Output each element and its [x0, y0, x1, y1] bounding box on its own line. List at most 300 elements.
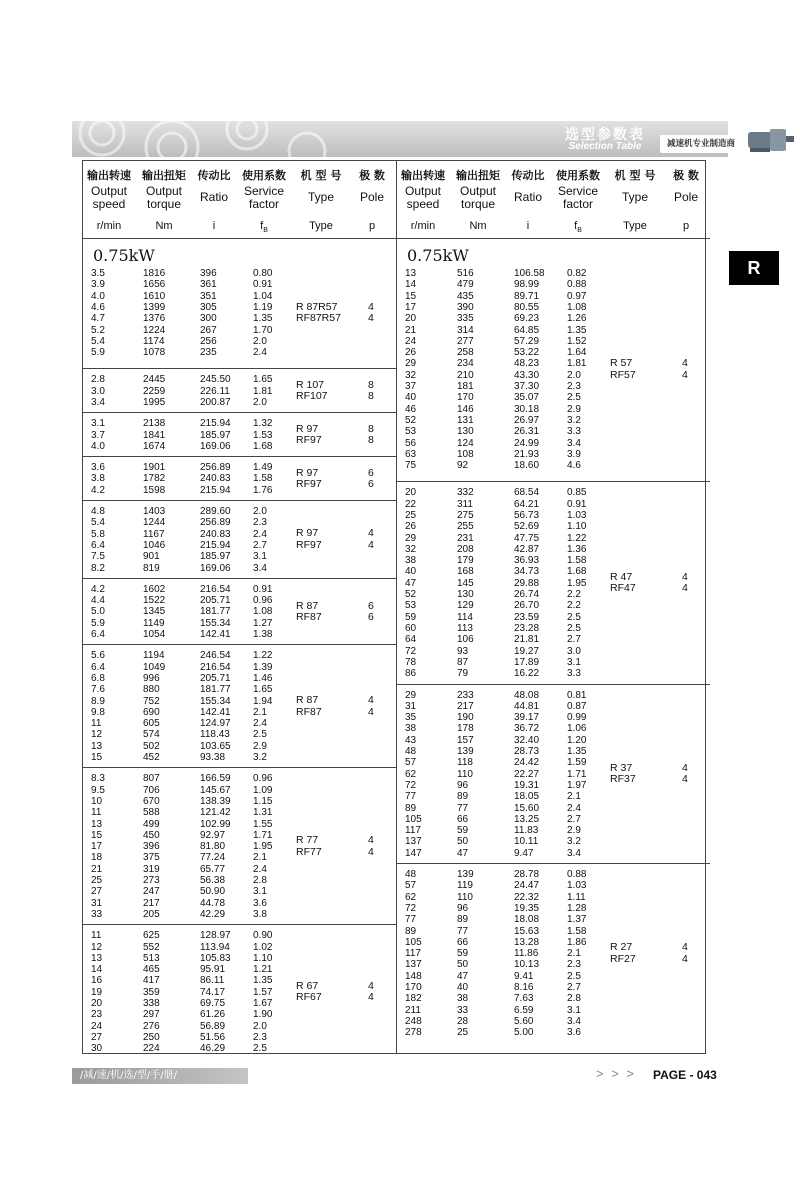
- torque-cell: 1674: [143, 440, 166, 452]
- speed-cell: 13: [91, 818, 103, 830]
- column-unit-subscript: B: [577, 227, 582, 235]
- service-factor-cell: 1.81: [253, 385, 273, 397]
- speed-cell: 15: [91, 752, 103, 764]
- table-row: [397, 869, 710, 880]
- table-row: [83, 807, 396, 818]
- ratio-cell: 26.97: [514, 414, 540, 426]
- speed-cell: 5.4: [91, 335, 105, 347]
- table-row: [83, 279, 396, 290]
- torque-cell: 92: [457, 460, 469, 472]
- table-row: [83, 841, 396, 852]
- service-factor-cell: 0.97: [567, 290, 587, 302]
- table-row: [397, 336, 710, 347]
- ratio-cell: 50.90: [200, 886, 226, 898]
- column-header-en-line: Output: [145, 184, 183, 198]
- service-factor-cell: 1.03: [567, 880, 587, 892]
- ratio-cell: 5.60: [514, 1015, 534, 1027]
- ratio-cell: 245.50: [200, 374, 231, 386]
- speed-cell: 15: [91, 829, 103, 841]
- row-group: [83, 268, 396, 368]
- speed-cell: 3.9: [91, 279, 105, 291]
- speed-cell: 5.0: [91, 606, 105, 618]
- service-factor-cell: 3.4: [567, 1015, 581, 1027]
- service-factor-cell: 1.11: [567, 891, 586, 903]
- service-factor-cell: 2.0: [253, 396, 267, 408]
- speed-cell: 26: [405, 347, 417, 359]
- service-factor-cell: 3.6: [567, 1027, 581, 1039]
- service-factor-cell: 1.02: [253, 941, 273, 953]
- pole-value: 4: [368, 705, 374, 718]
- ratio-cell: 86.11: [200, 975, 225, 987]
- table-row: [397, 836, 710, 847]
- torque-cell: 50: [457, 959, 469, 971]
- type-label: RF57: [610, 368, 636, 381]
- speed-cell: 29: [405, 689, 417, 701]
- column-header-en-line: Ratio: [199, 190, 229, 204]
- column-header-en-line: Service: [557, 184, 599, 198]
- table-row: [83, 718, 396, 729]
- service-factor-cell: 1.22: [253, 650, 273, 662]
- service-factor-cell: 1.58: [253, 473, 273, 485]
- speed-cell: 75: [405, 460, 417, 472]
- type-label: R 87: [296, 599, 319, 612]
- type-label: RF87: [296, 611, 322, 624]
- type-label: R 107: [296, 378, 325, 391]
- torque-cell: 250: [143, 1031, 160, 1043]
- service-factor-cell: 1.52: [567, 335, 587, 347]
- column-header-en: [308, 191, 334, 204]
- ratio-cell: 18.05: [514, 791, 540, 803]
- column-header-en: [146, 185, 182, 211]
- service-factor-cell: 3.1: [253, 886, 267, 898]
- torque-cell: 901: [143, 551, 160, 563]
- ratio-cell: 10.13: [514, 959, 540, 971]
- torque-cell: 77: [457, 925, 469, 937]
- speed-cell: 4.6: [91, 301, 105, 313]
- ratio-cell: 22.27: [514, 768, 540, 780]
- service-factor-cell: 2.1: [253, 852, 267, 864]
- service-factor-cell: 2.0: [253, 335, 267, 347]
- speed-cell: 57: [405, 880, 417, 892]
- torque-cell: 139: [457, 746, 474, 757]
- table-row: [397, 510, 710, 521]
- torque-cell: 110: [457, 891, 473, 903]
- table-row: [397, 392, 710, 403]
- speed-cell: 47: [405, 577, 417, 589]
- torque-cell: 588: [143, 807, 160, 819]
- speed-cell: 10: [91, 795, 103, 807]
- ratio-cell: 47.75: [514, 532, 540, 544]
- speed-cell: 182: [405, 993, 422, 1005]
- table-row: [397, 600, 710, 611]
- pole-value: 6: [368, 611, 374, 624]
- ratio-cell: 10.11: [514, 836, 539, 848]
- table-row: [83, 898, 396, 909]
- service-factor-cell: 2.1: [567, 948, 581, 960]
- service-factor-cell: 1.58: [567, 925, 587, 937]
- torque-cell: 25: [457, 1027, 469, 1039]
- torque-cell: 47: [457, 970, 469, 982]
- ratio-cell: 256.89: [200, 462, 231, 474]
- table-row: [397, 566, 710, 577]
- torque-cell: 1656: [143, 279, 166, 291]
- ratio-cell: 361: [200, 279, 217, 291]
- speed-cell: 12: [91, 729, 103, 741]
- torque-cell: 1782: [143, 473, 166, 485]
- torque-cell: 1345: [143, 606, 166, 618]
- table-row: [397, 279, 710, 290]
- service-factor-cell: 1.10: [567, 521, 587, 533]
- table-row: [397, 325, 710, 336]
- table-row: [83, 347, 396, 358]
- ratio-cell: 69.75: [200, 998, 226, 1010]
- column-header-en-line: Output: [90, 184, 128, 198]
- torque-cell: 450: [143, 829, 160, 841]
- table-row: [397, 1016, 710, 1027]
- torque-cell: 335: [457, 313, 474, 325]
- ratio-cell: 24.47: [514, 880, 540, 892]
- speed-cell: 60: [405, 622, 417, 634]
- table-row: [397, 701, 710, 712]
- table-row: [397, 914, 710, 925]
- table-row: [83, 540, 396, 551]
- service-factor-cell: 0.82: [567, 268, 587, 279]
- torque-cell: 1376: [143, 313, 166, 325]
- torque-cell: 1078: [143, 347, 166, 359]
- table-row: [83, 386, 396, 397]
- ratio-cell: 34.73: [514, 566, 540, 578]
- ratio-cell: 145.67: [200, 784, 231, 796]
- speed-cell: 62: [405, 768, 417, 780]
- ratio-cell: 128.97: [200, 930, 231, 942]
- service-factor-cell: 1.03: [567, 509, 587, 521]
- service-factor-cell: 1.64: [567, 347, 587, 359]
- ratio-cell: 13.25: [514, 813, 540, 825]
- service-factor-cell: 2.0: [253, 506, 267, 518]
- service-factor-cell: 1.04: [253, 290, 273, 302]
- ratio-cell: 46.29: [200, 1043, 226, 1055]
- ratio-cell: 216.54: [200, 661, 231, 673]
- service-factor-cell: 0.81: [567, 689, 587, 701]
- speed-cell: 117: [405, 825, 421, 837]
- speed-cell: 18: [91, 852, 103, 864]
- speed-cell: 5.6: [91, 650, 105, 662]
- row-group: [83, 578, 396, 646]
- pole-value: 4: [368, 979, 374, 992]
- ratio-cell: 56.38: [200, 875, 226, 887]
- speed-cell: 31: [91, 897, 103, 909]
- table-row: [83, 1043, 396, 1054]
- type-label: RF97: [296, 538, 322, 551]
- ratio-cell: 30.18: [514, 403, 540, 415]
- pole-value: 4: [368, 991, 374, 1004]
- speed-cell: 64: [405, 634, 417, 646]
- speed-cell: 35: [405, 712, 417, 724]
- torque-cell: 77: [457, 802, 469, 814]
- service-factor-cell: 1.58: [567, 555, 587, 567]
- torque-cell: 277: [457, 335, 474, 347]
- torque-cell: 417: [143, 975, 160, 987]
- service-factor-cell: 3.3: [567, 668, 581, 680]
- column-header-zh: 极 数: [673, 169, 699, 182]
- torque-cell: 79: [457, 668, 469, 680]
- header-band: [72, 121, 735, 157]
- type-label: RF97: [296, 478, 322, 491]
- left-table: [83, 160, 396, 1054]
- speed-cell: 63: [405, 448, 417, 460]
- table-row: [397, 814, 710, 825]
- torque-cell: 89: [457, 791, 469, 803]
- speed-cell: 13: [405, 268, 417, 279]
- column-header-zh: 机 型 号: [300, 169, 342, 182]
- torque-cell: 1816: [143, 268, 166, 279]
- pole-value: 4: [368, 834, 374, 847]
- torque-cell: 205: [143, 908, 160, 920]
- pole-value: 4: [368, 845, 374, 858]
- ratio-cell: 256: [200, 335, 217, 347]
- row-group: [83, 924, 396, 1059]
- torque-cell: 1901: [143, 462, 166, 474]
- table-row: [397, 803, 710, 814]
- table-row: [397, 903, 710, 914]
- column-unit: p: [682, 220, 690, 232]
- ratio-cell: 65.77: [200, 863, 226, 875]
- table-row: [83, 729, 396, 740]
- table-row: [397, 757, 710, 768]
- ratio-cell: 200.87: [200, 396, 231, 408]
- torque-cell: 130: [457, 589, 474, 601]
- speed-cell: 20: [91, 998, 103, 1010]
- service-factor-cell: 3.2: [567, 414, 581, 426]
- column-header-en-line: Service: [243, 184, 285, 198]
- ratio-cell: 215.94: [200, 539, 231, 551]
- pole-value: 4: [682, 368, 688, 381]
- table-row: [397, 404, 710, 415]
- table-row: [83, 606, 396, 617]
- torque-cell: 1598: [143, 484, 166, 496]
- service-factor-cell: 1.22: [567, 532, 587, 544]
- service-factor-cell: 2.0: [567, 369, 581, 381]
- column-header-en-line: Ratio: [513, 190, 543, 204]
- torque-cell: 130: [457, 426, 474, 438]
- service-factor-cell: 0.99: [567, 712, 587, 724]
- ratio-cell: 396: [200, 268, 217, 279]
- torque-cell: 1054: [143, 629, 166, 641]
- ratio-cell: 142.41: [200, 706, 231, 718]
- torque-cell: 96: [457, 779, 469, 791]
- type-label: RF27: [610, 952, 636, 965]
- service-factor-cell: 1.71: [567, 768, 587, 780]
- torque-cell: 28: [457, 1015, 469, 1027]
- column-header-en: [514, 191, 542, 204]
- service-factor-cell: 1.06: [567, 723, 587, 735]
- table-row: [83, 618, 396, 629]
- ratio-cell: 56.89: [200, 1020, 226, 1032]
- service-factor-cell: 1.67: [253, 998, 273, 1010]
- column-header-zh: 输出转速: [87, 169, 131, 182]
- torque-cell: 234: [457, 358, 474, 370]
- speed-cell: 53: [405, 426, 417, 438]
- table-row: [397, 347, 710, 358]
- table-row: [397, 646, 710, 657]
- service-factor-cell: 2.5: [567, 622, 581, 634]
- table-row: [397, 555, 710, 566]
- speed-cell: 137: [405, 836, 422, 848]
- service-factor-cell: 1.28: [567, 902, 587, 914]
- ratio-cell: 93.38: [200, 752, 226, 764]
- service-factor-cell: 2.0: [253, 1020, 267, 1032]
- speed-cell: 3.4: [91, 396, 105, 408]
- table-row: [83, 696, 396, 707]
- ratio-cell: 113.94: [200, 941, 230, 953]
- column-unit: p: [368, 220, 376, 232]
- service-factor-cell: 1.65: [253, 374, 273, 386]
- service-factor-cell: 1.19: [253, 301, 273, 313]
- column-unit: Nm: [469, 220, 487, 232]
- column-header-en-line: factor: [562, 197, 594, 211]
- service-factor-cell: 1.57: [253, 986, 273, 998]
- torque-cell: 124: [457, 437, 474, 449]
- ratio-cell: 51.56: [200, 1031, 226, 1043]
- service-factor-cell: 1.21: [253, 964, 273, 976]
- power-rating: 0.75kW: [407, 246, 469, 265]
- row-group: [83, 767, 396, 925]
- service-factor-cell: 0.88: [567, 869, 587, 880]
- service-factor-cell: 1.71: [253, 829, 273, 841]
- service-factor-cell: 3.3: [567, 426, 581, 438]
- table-row: [83, 302, 396, 313]
- table-row: [397, 623, 710, 634]
- service-factor-cell: 1.35: [567, 324, 587, 336]
- speed-cell: 40: [405, 392, 417, 404]
- ratio-cell: 155.34: [200, 695, 231, 707]
- row-group: [83, 412, 396, 457]
- column-header-en: [674, 191, 698, 204]
- table-row: [83, 930, 396, 941]
- speed-cell: 4.8: [91, 506, 105, 518]
- row-group: [83, 456, 396, 501]
- service-factor-cell: 2.8: [253, 875, 267, 887]
- speed-cell: 53: [405, 600, 417, 612]
- ratio-cell: 15.63: [514, 925, 540, 937]
- ratio-cell: 155.34: [200, 617, 231, 629]
- ratio-cell: 9.41: [514, 970, 534, 982]
- torque-cell: 314: [457, 324, 474, 336]
- speed-cell: 5.2: [91, 324, 105, 336]
- column-header-zh: 输出转速: [401, 169, 445, 182]
- speed-cell: 78: [405, 656, 417, 668]
- column-header-en-line: Output: [404, 184, 442, 198]
- power-rating: 0.75kW: [93, 246, 155, 265]
- table-row: [397, 533, 710, 544]
- speed-cell: 7.5: [91, 551, 105, 563]
- ratio-cell: 48.23: [514, 358, 540, 370]
- service-factor-cell: 2.9: [253, 740, 267, 752]
- torque-cell: 706: [143, 784, 160, 796]
- speed-cell: 5.4: [91, 517, 105, 529]
- ratio-cell: 42.87: [514, 543, 540, 555]
- speed-cell: 72: [405, 902, 417, 914]
- column-header-en: [558, 185, 598, 211]
- torque-cell: 1602: [143, 583, 166, 595]
- speed-cell: 5.8: [91, 528, 105, 540]
- ratio-cell: 18.08: [514, 914, 540, 926]
- torque-cell: 2259: [143, 385, 166, 397]
- service-factor-cell: 0.91: [567, 498, 587, 510]
- type-label: RF87: [296, 705, 322, 718]
- column-unit: Nm: [155, 220, 173, 232]
- row-group: [83, 368, 396, 413]
- ratio-cell: 53.22: [514, 347, 540, 359]
- speed-cell: 37: [405, 381, 417, 392]
- table-row: [83, 975, 396, 986]
- table-row: [83, 964, 396, 975]
- torque-cell: 332: [457, 487, 474, 499]
- speed-cell: 29: [405, 358, 417, 370]
- service-factor-cell: 1.90: [253, 1009, 273, 1021]
- ratio-cell: 169.06: [200, 562, 231, 574]
- torque-cell: 465: [143, 964, 160, 976]
- service-factor-cell: 2.5: [567, 611, 581, 623]
- right-table: [397, 160, 710, 1054]
- ratio-cell: 68.54: [514, 487, 540, 499]
- speed-cell: 3.5: [91, 268, 105, 279]
- torque-cell: 2138: [143, 418, 166, 430]
- pole-value: 8: [368, 378, 374, 391]
- speed-cell: 30: [91, 1043, 103, 1055]
- speed-cell: 86: [405, 668, 417, 680]
- speed-cell: 8.3: [91, 773, 105, 785]
- gears-decoration-icon: [72, 121, 372, 157]
- speed-cell: 4.2: [91, 484, 105, 496]
- ratio-cell: 61.26: [200, 1009, 226, 1021]
- speed-cell: 48: [405, 746, 417, 757]
- speed-cell: 89: [405, 802, 417, 814]
- torque-cell: 996: [143, 672, 160, 684]
- torque-cell: 499: [143, 818, 160, 830]
- torque-cell: 217: [457, 700, 474, 712]
- column-header-zh: 传动比: [511, 169, 545, 182]
- pole-value: 4: [682, 570, 688, 583]
- speed-cell: 22: [405, 498, 417, 510]
- torque-cell: 276: [143, 1020, 160, 1032]
- ratio-cell: 74.17: [200, 986, 226, 998]
- type-label: RF87R57: [296, 312, 341, 325]
- torque-cell: 807: [143, 773, 160, 785]
- speed-cell: 77: [405, 914, 417, 926]
- speed-cell: 2.8: [91, 374, 105, 386]
- table-row: [397, 499, 710, 510]
- torque-cell: 452: [143, 752, 160, 764]
- column-unit: i: [212, 220, 216, 232]
- torque-cell: 513: [143, 952, 160, 964]
- ratio-cell: 11.86: [514, 948, 539, 960]
- pole-value: 8: [368, 434, 374, 447]
- table-row: [83, 886, 396, 897]
- table-row: [397, 291, 710, 302]
- service-factor-cell: 0.96: [253, 595, 273, 607]
- speed-cell: 17: [91, 841, 103, 853]
- service-factor-cell: 3.8: [253, 908, 267, 920]
- speed-cell: 3.0: [91, 385, 105, 397]
- ratio-cell: 106.58: [514, 268, 545, 279]
- torque-cell: 87: [457, 656, 469, 668]
- service-factor-cell: 1.94: [253, 695, 273, 707]
- speed-cell: 21: [91, 863, 103, 875]
- speed-cell: 33: [91, 908, 103, 920]
- ratio-cell: 215.94: [200, 484, 231, 496]
- torque-cell: 396: [143, 841, 160, 853]
